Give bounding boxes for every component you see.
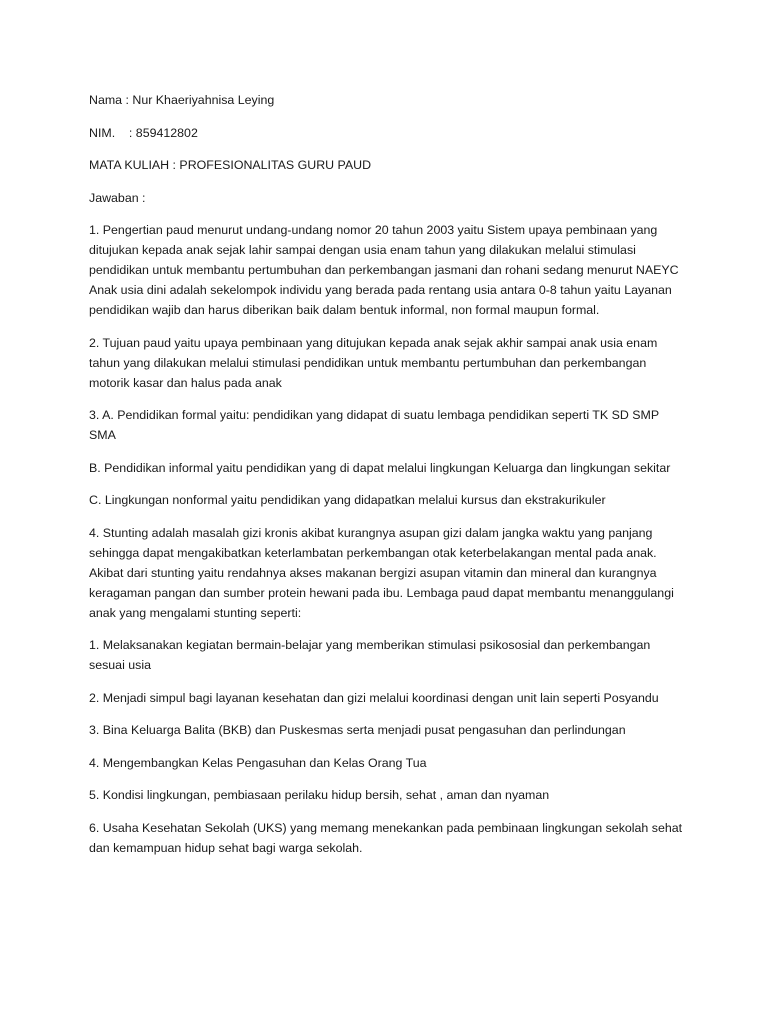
list-item-1: 1. Melaksanakan kegiatan bermain-belajar yang memberikan stimulasi psikososial dan perkembangan sesuai usia xyxy=(89,638,651,672)
document-body xyxy=(89,90,689,870)
list-item-4: 4. Mengembangkan Kelas Pengasuhan dan Kelas Orang Tua xyxy=(89,755,427,770)
student-id-line: NIM. : 859412802 xyxy=(89,125,198,140)
answer-3a: 3. A. Pendidikan formal yaitu: pendidikan yang didapat di suatu lembaga pendidikan seperti TK SD SMP SMA xyxy=(89,408,659,442)
student-name-line: Nama : Nur Khaeriyahnisa Leying xyxy=(89,93,275,107)
list-item-6: 6. Usaha Kesehatan Sekolah (UKS) yang memang menekankan pada pembinaan lingkungan sekolah sehat dan kemampuan hidup sehat bagi warga sekolah. xyxy=(89,820,683,855)
answer-3b: B. Pendidikan informal yaitu pendidikan yang di dapat melalui lingkungan Keluarga dan lingkungan sekitar xyxy=(89,460,671,475)
answer-3c: C. Lingkungan nonformal yaitu pendidikan yang didapatkan melalui kursus dan ekstrakurikuler xyxy=(89,493,606,507)
answer-4: 4. Stunting adalah masalah gizi kronis akibat kurangnya asupan gizi dalam jangka waktu yang panjang sehingga dapat mengakibatkan keterlambatan perkembangan otak keterbelakangan mental pada anak. Akibat dari stunting yaitu rendahnya akses makanan bergizi asupan vitamin dan mineral dan kurangnya keragaman pangan dan sumber protein hewani pada ibu. Lembaga paud dapat membantu menanggulangi anak yang mengalami stunting seperti: xyxy=(89,525,674,620)
course-line: MATA KULIAH : PROFESIONALITAS GURU PAUD xyxy=(89,158,372,172)
answer-heading: Jawaban : xyxy=(89,190,146,205)
answer-2: 2. Tujuan paud yaitu upaya pembinaan yang ditujukan kepada anak sejak akhir sampai anak usia enam tahun yang dilakukan melalui stimulasi pendidikan untuk membantu pertumbuhan dan perkembangan motorik kasar dan halus pada anak xyxy=(89,335,658,390)
answer-1: 1. Pengertian paud menurut undang-undang nomor 20 tahun 2003 yaitu Sistem upaya pembinaan yang ditujukan kepada anak sejak lahir sampai dengan usia enam tahun yang dilakukan melalui stimulasi pendidikan untuk membantu pertumbuhan dan perkembangan jasmani dan rohani sedang menurut NAEYC Anak usia dini adalah sekelompok individu yang berada pada rentang usia antara 0-8 tahun yaitu Layanan pendidikan wajib dan harus diberikan baik dalam bentuk informal, non formal maupun formal. xyxy=(89,223,679,317)
list-item-2: 2. Menjadi simpul bagi layanan kesehatan dan gizi melalui koordinasi dengan unit lain seperti Posyandu xyxy=(89,690,659,705)
list-item-5: 5. Kondisi lingkungan, pembiasaan perilaku hidup bersih, sehat , aman dan nyaman xyxy=(89,788,550,802)
list-item-3: 3. Bina Keluarga Balita (BKB) dan Puskesmas serta menjadi pusat pengasuhan dan perlindungan xyxy=(89,723,626,737)
